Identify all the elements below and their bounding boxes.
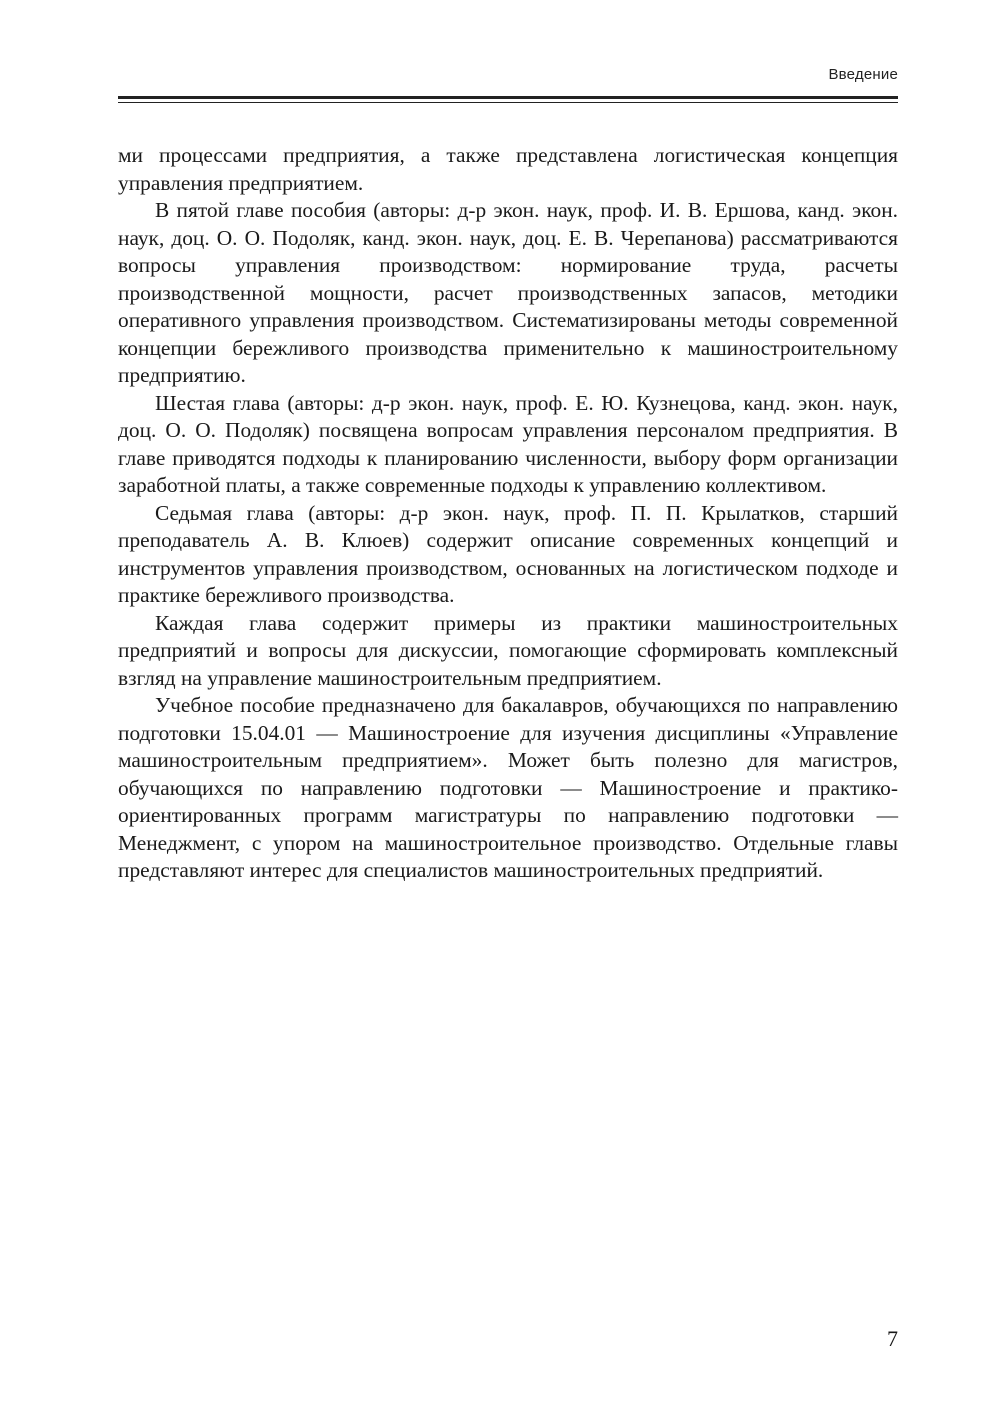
paragraph-chapter-6: Шестая глава (авторы: д-р экон. наук, проф. Е. Ю. Кузнецова, канд. экон. наук, доц. О. О. Подоляк) посвящена вопросам управления персоналом предприятия. В главе приводятся подходы к планированию численности, выбору форм организации заработной платы, а также современные подходы к управлению коллективом. bbox=[118, 390, 898, 497]
page-number: 7 bbox=[887, 1326, 898, 1351]
paragraph-chapter-7: Седьмая глава (авторы: д-р экон. наук, проф. П. П. Крылатков, старший преподаватель А. В. Клюев) содержит описание современных концепций и инструментов управления производством, основанных на логистическом подходе и практике бережливого производства. bbox=[118, 500, 898, 607]
paragraph-chapter-summary: Каждая глава содержит примеры из практики машиностроительных предприятий и вопросы для дискуссии, помогающие сформировать комплексный взгляд на управление машиностроительным предприятием. bbox=[118, 610, 898, 690]
paragraph-continued: ми процессами предприятия, а также представлена логистическая концепция управления предприятием. bbox=[118, 143, 898, 195]
body-text bbox=[118, 142, 898, 885]
header-rule-thin bbox=[118, 102, 898, 103]
paragraph-audience: Учебное пособие предназначено для бакалавров, обучающихся по направлению подготовки 15.04.01 — Машиностроение для изучения дисциплины «Управление машиностроительным предприятием». Может быть полезно для магистров, обучающихся по направлению подготовки — Машиностроение и практико-ориентированных программ магистратуры по направлению подготовки — Менеджмент, с упором на машиностроительное производство. Отдельные главы представляют интерес для специалистов машиностроительных предприятий. bbox=[118, 693, 898, 882]
header-rule-thick bbox=[118, 96, 898, 99]
running-head-title: Введение bbox=[828, 66, 898, 83]
paragraph-chapter-5: В пятой главе пособия (авторы: д-р экон. наук, проф. И. В. Ершова, канд. экон. наук, доц. О. О. Подоляк, канд. экон. наук, доц. Е. В. Черепанова) рассматриваются вопросы управления производством: нормирование труда, расчеты производственной мощности, расчет производственных запасов, методики оперативного управления производством. Систематизированы методы современной концепции бережливого производства применительно к машиностроительному предприятию. bbox=[118, 198, 898, 387]
